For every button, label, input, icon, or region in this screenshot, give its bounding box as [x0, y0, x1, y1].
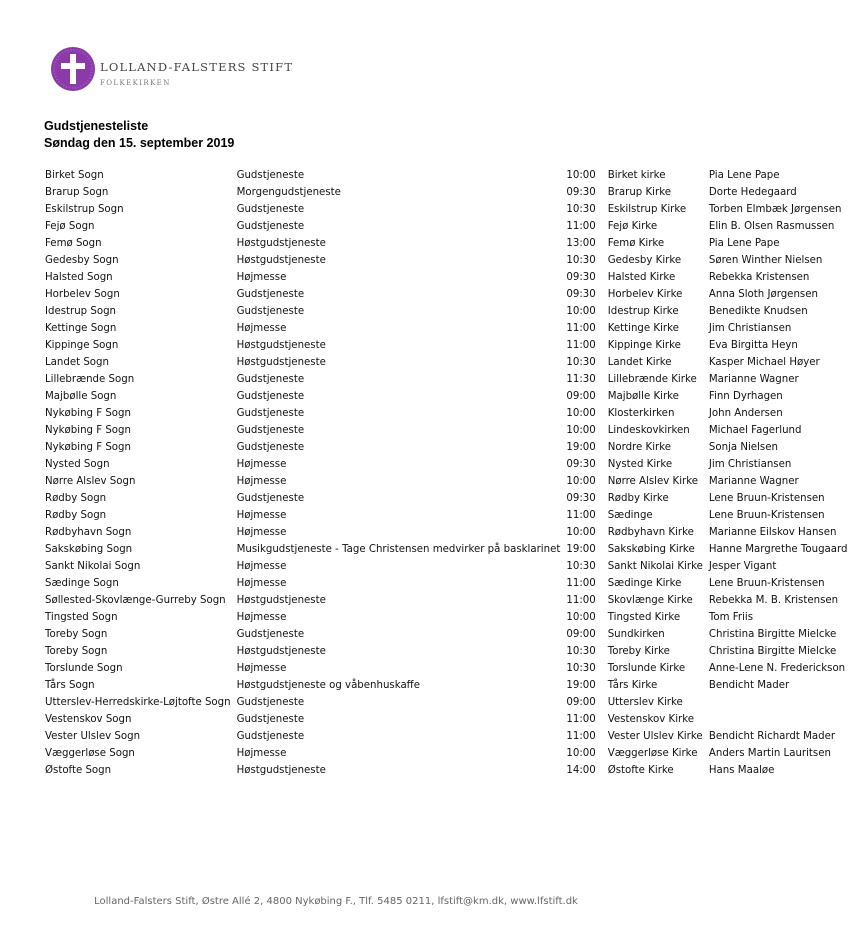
pastor-cell: Rebekka Kristensen — [708, 272, 810, 283]
footer: Lolland-Falsters Stift, Østre Allé 2, 4800 Nykøbing F., Tlf. 5485 0211, lfstift@km.dk, www.lfstift.dk — [94, 896, 578, 907]
parish-cell: Nørre Alslev Sogn — [45, 476, 136, 487]
time-cell: 11:00 — [566, 323, 596, 334]
pastor-cell: Pia Lene Pape — [708, 238, 780, 249]
pastor-cell: Anne-Lene N. Frederickson — [708, 663, 846, 674]
service-row — [42, 286, 851, 303]
pastor-cell: Elin B. Olsen Rasmussen — [708, 221, 835, 232]
pastor-cell: Torben Elmbæk Jørgensen — [708, 204, 842, 215]
pastor-cell — [706, 694, 851, 711]
time-cell: 11:00 — [566, 510, 596, 521]
service-type-cell: Høstgudstjeneste — [236, 646, 326, 657]
church-cell: Væggerløse Kirke — [607, 748, 698, 759]
parish-cell: Vestenskov Sogn — [45, 714, 132, 725]
org-subtitle: FOLKEKIRKEN — [100, 79, 171, 87]
service-row — [42, 677, 851, 694]
time-cell: 10:00 — [566, 425, 596, 436]
time-cell: 11:00 — [566, 731, 596, 742]
parish-cell: Femø Sogn — [45, 238, 102, 249]
pastor-cell: Søren Winther Nielsen — [708, 255, 823, 266]
service-type-cell: Højmesse — [236, 578, 287, 589]
church-cell: Nørre Alslev Kirke — [607, 476, 699, 487]
church-cell: Horbelev Kirke — [607, 289, 683, 300]
service-type-cell: Gudstjeneste — [236, 306, 305, 317]
time-cell: 10:30 — [566, 663, 596, 674]
pastor-cell: Marianne Wagner — [708, 476, 799, 487]
time-cell: 10:30 — [566, 357, 596, 368]
service-type-cell: Høstgudstjeneste — [236, 595, 326, 606]
service-type-cell: Gudstjeneste — [236, 170, 305, 181]
service-row — [42, 524, 851, 541]
parish-cell: Utterslev-Herredskirke-Løjtofte Sogn — [45, 697, 231, 708]
pastor-cell: Lene Bruun-Kristensen — [708, 493, 825, 504]
time-cell: 10:00 — [566, 408, 596, 419]
church-cell: Rødbyhavn Kirke — [607, 527, 694, 538]
time-cell: 09:30 — [566, 272, 596, 283]
service-type-cell: Gudstjeneste — [236, 731, 305, 742]
pastor-cell: Anders Martin Lauritsen — [708, 748, 831, 759]
church-cell: Sædinge Kirke — [607, 578, 682, 589]
service-row — [42, 711, 851, 728]
service-type-cell: Gudstjeneste — [236, 374, 305, 385]
parish-cell: Sædinge Sogn — [45, 578, 119, 589]
service-type-cell: Musikgudstjeneste - Tage Christensen medvirker på basklarinet — [236, 544, 561, 555]
service-row — [42, 269, 851, 286]
pastor-cell: Lene Bruun-Kristensen — [708, 578, 825, 589]
service-row — [42, 558, 851, 575]
time-cell: 10:00 — [566, 170, 596, 181]
pastor-cell: Eva Birgitta Heyn — [708, 340, 798, 351]
church-cell: Kettinge Kirke — [607, 323, 679, 334]
pastor-cell: Marianne Eilskov Hansen — [708, 527, 837, 538]
church-cell: Fejø Kirke — [607, 221, 658, 232]
service-row — [42, 405, 851, 422]
time-cell: 10:30 — [566, 646, 596, 657]
service-row — [42, 456, 851, 473]
time-cell: 09:00 — [566, 697, 596, 708]
service-row — [42, 184, 851, 201]
church-cell: Skovlænge Kirke — [607, 595, 693, 606]
service-type-cell: Højmesse — [236, 323, 287, 334]
service-type-cell: Gudstjeneste — [236, 391, 305, 402]
pastor-cell: Hanne Margrethe Tougaard — [708, 544, 848, 555]
time-cell: 10:30 — [566, 255, 596, 266]
church-cell: Sundkirken — [607, 629, 665, 640]
service-type-cell: Højmesse — [236, 527, 287, 538]
document-date: Søndag den 15. september 2019 — [44, 136, 235, 150]
time-cell: 10:00 — [566, 527, 596, 538]
church-cell: Halsted Kirke — [607, 272, 676, 283]
pastor-cell: Marianne Wagner — [708, 374, 799, 385]
service-rows — [42, 167, 851, 779]
service-type-cell: Højmesse — [236, 748, 287, 759]
time-cell: 14:00 — [566, 765, 596, 776]
time-cell: 10:30 — [566, 204, 596, 215]
pastor-cell: Christina Birgitte Mielcke — [708, 629, 837, 640]
church-cell: Kippinge Kirke — [607, 340, 681, 351]
church-cell: Rødby Kirke — [607, 493, 669, 504]
church-cell: Birket kirke — [607, 170, 666, 181]
time-cell: 11:00 — [566, 340, 596, 351]
parish-cell: Brarup Sogn — [45, 187, 109, 198]
parish-cell: Vester Ulslev Sogn — [45, 731, 141, 742]
service-row — [42, 439, 851, 456]
parish-cell: Horbelev Sogn — [45, 289, 120, 300]
church-cell: Nordre Kirke — [607, 442, 672, 453]
parish-cell: Rødby Sogn — [45, 493, 107, 504]
service-type-cell: Høstgudstjeneste — [236, 238, 326, 249]
pastor-cell — [706, 711, 851, 728]
service-row — [42, 643, 851, 660]
pastor-cell: Lene Bruun-Kristensen — [708, 510, 825, 521]
service-type-cell: Morgengudstjeneste — [236, 187, 341, 198]
service-row — [42, 575, 851, 592]
parish-cell: Østofte Sogn — [45, 765, 112, 776]
pastor-cell: Benedikte Knudsen — [708, 306, 808, 317]
church-cell: Tårs Kirke — [607, 680, 658, 691]
parish-cell: Toreby Sogn — [45, 646, 108, 657]
service-type-cell: Gudstjeneste — [236, 289, 305, 300]
church-cell: Utterslev Kirke — [607, 697, 683, 708]
pastor-cell: Bendicht Mader — [708, 680, 790, 691]
pastor-cell: John Andersen — [708, 408, 783, 419]
service-type-cell: Gudstjeneste — [236, 714, 305, 725]
parish-cell: Sankt Nikolai Sogn — [45, 561, 141, 572]
service-type-cell: Gudstjeneste — [236, 408, 305, 419]
service-type-cell: Højmesse — [236, 510, 287, 521]
time-cell: 11:00 — [566, 714, 596, 725]
service-type-cell: Høstgudstjeneste — [236, 255, 326, 266]
service-type-cell: Højmesse — [236, 476, 287, 487]
parish-cell: Idestrup Sogn — [45, 306, 117, 317]
church-cell: Idestrup Kirke — [607, 306, 679, 317]
church-cell: Majbølle Kirke — [607, 391, 679, 402]
parish-cell: Torslunde Sogn — [45, 663, 123, 674]
diocese-logo — [50, 46, 96, 92]
parish-cell: Lillebrænde Sogn — [45, 374, 135, 385]
pastor-cell: Tom Friis — [708, 612, 754, 623]
church-cell: Lindeskovkirken — [607, 425, 690, 436]
time-cell: 19:00 — [566, 442, 596, 453]
time-cell: 11:30 — [566, 374, 596, 385]
pastor-cell: Hans Maaløe — [708, 765, 775, 776]
service-row — [42, 592, 851, 609]
church-cell: Østofte Kirke — [607, 765, 674, 776]
parish-cell: Gedesby Sogn — [45, 255, 119, 266]
document-heading — [44, 118, 234, 152]
time-cell: 10:00 — [566, 612, 596, 623]
time-cell: 13:00 — [566, 238, 596, 249]
church-cell: Landet Kirke — [607, 357, 672, 368]
parish-cell: Eskilstrup Sogn — [45, 204, 124, 215]
service-row — [42, 745, 851, 762]
parish-cell: Sakskøbing Sogn — [45, 544, 133, 555]
time-cell: 10:00 — [566, 476, 596, 487]
service-type-cell: Højmesse — [236, 561, 287, 572]
service-row — [42, 473, 851, 490]
parish-cell: Nykøbing F Sogn — [45, 425, 131, 436]
service-type-cell: Høstgudstjeneste — [236, 357, 326, 368]
church-cell: Sædinge — [607, 510, 653, 521]
service-type-cell: Høstgudstjeneste og våbenhuskaffe — [236, 680, 420, 691]
pastor-cell: Jesper Vigant — [708, 561, 777, 572]
parish-cell: Tingsted Sogn — [45, 612, 118, 623]
parish-cell: Toreby Sogn — [45, 629, 108, 640]
time-cell: 09:00 — [566, 391, 596, 402]
service-type-cell: Højmesse — [236, 459, 287, 470]
parish-cell: Nykøbing F Sogn — [45, 408, 131, 419]
pastor-cell: Anna Sloth Jørgensen — [708, 289, 818, 300]
service-type-cell: Høstgudstjeneste — [236, 765, 326, 776]
parish-cell: Majbølle Sogn — [45, 391, 117, 402]
service-type-cell: Gudstjeneste — [236, 697, 305, 708]
service-type-cell: Gudstjeneste — [236, 629, 305, 640]
church-cell: Gedesby Kirke — [607, 255, 682, 266]
service-row — [42, 507, 851, 524]
time-cell: 09:30 — [566, 493, 596, 504]
time-cell: 10:00 — [566, 306, 596, 317]
church-cell: Vester Ulslev Kirke — [607, 731, 703, 742]
church-cell: Toreby Kirke — [607, 646, 670, 657]
service-row — [42, 201, 851, 218]
service-row — [42, 626, 851, 643]
service-type-cell: Højmesse — [236, 663, 287, 674]
service-type-cell: Gudstjeneste — [236, 221, 305, 232]
parish-cell: Halsted Sogn — [45, 272, 113, 283]
pastor-cell: Jim Christiansen — [708, 323, 792, 334]
church-cell: Sankt Nikolai Kirke — [607, 561, 703, 572]
service-type-cell: Højmesse — [236, 272, 287, 283]
org-name: LOLLAND-FALSTERS STIFT — [100, 60, 294, 74]
service-row — [42, 422, 851, 439]
pastor-cell: Jim Christiansen — [708, 459, 792, 470]
church-cell: Brarup Kirke — [607, 187, 671, 198]
service-type-cell: Gudstjeneste — [236, 493, 305, 504]
time-cell: 10:30 — [566, 561, 596, 572]
church-cell: Tingsted Kirke — [607, 612, 681, 623]
parish-cell: Landet Sogn — [45, 357, 109, 368]
church-cell: Klosterkirken — [607, 408, 675, 419]
time-cell: 11:00 — [566, 221, 596, 232]
time-cell: 11:00 — [566, 595, 596, 606]
service-row — [42, 388, 851, 405]
service-row — [42, 218, 851, 235]
church-cell: Eskilstrup Kirke — [607, 204, 687, 215]
time-cell: 09:30 — [566, 459, 596, 470]
service-row — [42, 609, 851, 626]
pastor-cell: Bendicht Richardt Mader — [708, 731, 836, 742]
service-table — [42, 167, 851, 779]
service-type-cell: Gudstjeneste — [236, 204, 305, 215]
church-cell: Lillebrænde Kirke — [607, 374, 697, 385]
time-cell: 10:00 — [566, 748, 596, 759]
service-type-cell: Høstgudstjeneste — [236, 340, 326, 351]
time-cell: 09:30 — [566, 289, 596, 300]
pastor-cell: Kasper Michael Høyer — [708, 357, 820, 368]
time-cell: 19:00 — [566, 680, 596, 691]
parish-cell: Kippinge Sogn — [45, 340, 119, 351]
pastor-cell: Finn Dyrhagen — [708, 391, 783, 402]
service-type-cell: Gudstjeneste — [236, 425, 305, 436]
service-row — [42, 660, 851, 677]
church-cell: Torslunde Kirke — [607, 663, 686, 674]
service-type-cell: Gudstjeneste — [236, 442, 305, 453]
parish-cell: Rødby Sogn — [45, 510, 107, 521]
service-row — [42, 167, 851, 184]
church-cell: Nysted Kirke — [607, 459, 673, 470]
pastor-cell: Sonja Nielsen — [708, 442, 778, 453]
parish-cell: Rødbyhavn Sogn — [45, 527, 132, 538]
service-row — [42, 337, 851, 354]
pastor-cell: Christina Birgitte Mielcke — [708, 646, 837, 657]
service-row — [42, 303, 851, 320]
service-type-cell: Højmesse — [236, 612, 287, 623]
service-row — [42, 371, 851, 388]
parish-cell: Nysted Sogn — [45, 459, 110, 470]
parish-cell: Fejø Sogn — [45, 221, 95, 232]
pastor-cell: Pia Lene Pape — [708, 170, 780, 181]
time-cell: 19:00 — [566, 544, 596, 555]
church-cell: Sakskøbing Kirke — [607, 544, 695, 555]
parish-cell: Birket Sogn — [45, 170, 104, 181]
church-cell: Femø Kirke — [607, 238, 665, 249]
service-row — [42, 490, 851, 507]
service-row — [42, 252, 851, 269]
parish-cell: Søllested-Skovlænge-Gurreby Sogn — [45, 595, 226, 606]
time-cell: 11:00 — [566, 578, 596, 589]
service-row — [42, 320, 851, 337]
service-row — [42, 762, 851, 779]
church-cell: Vestenskov Kirke — [607, 714, 695, 725]
service-row — [42, 541, 851, 558]
pastor-cell: Rebekka M. B. Kristensen — [708, 595, 839, 606]
service-row — [42, 354, 851, 371]
parish-cell: Væggerløse Sogn — [45, 748, 135, 759]
pastor-cell: Michael Fagerlund — [708, 425, 802, 436]
service-row — [42, 728, 851, 745]
service-row — [42, 235, 851, 252]
parish-cell: Nykøbing F Sogn — [45, 442, 131, 453]
parish-cell: Kettinge Sogn — [45, 323, 117, 334]
time-cell: 09:30 — [566, 187, 596, 198]
pastor-cell: Dorte Hedegaard — [708, 187, 797, 198]
parish-cell: Tårs Sogn — [45, 680, 95, 691]
document-title: Gudstjenesteliste — [44, 119, 149, 133]
service-row — [42, 694, 851, 711]
time-cell: 09:00 — [566, 629, 596, 640]
